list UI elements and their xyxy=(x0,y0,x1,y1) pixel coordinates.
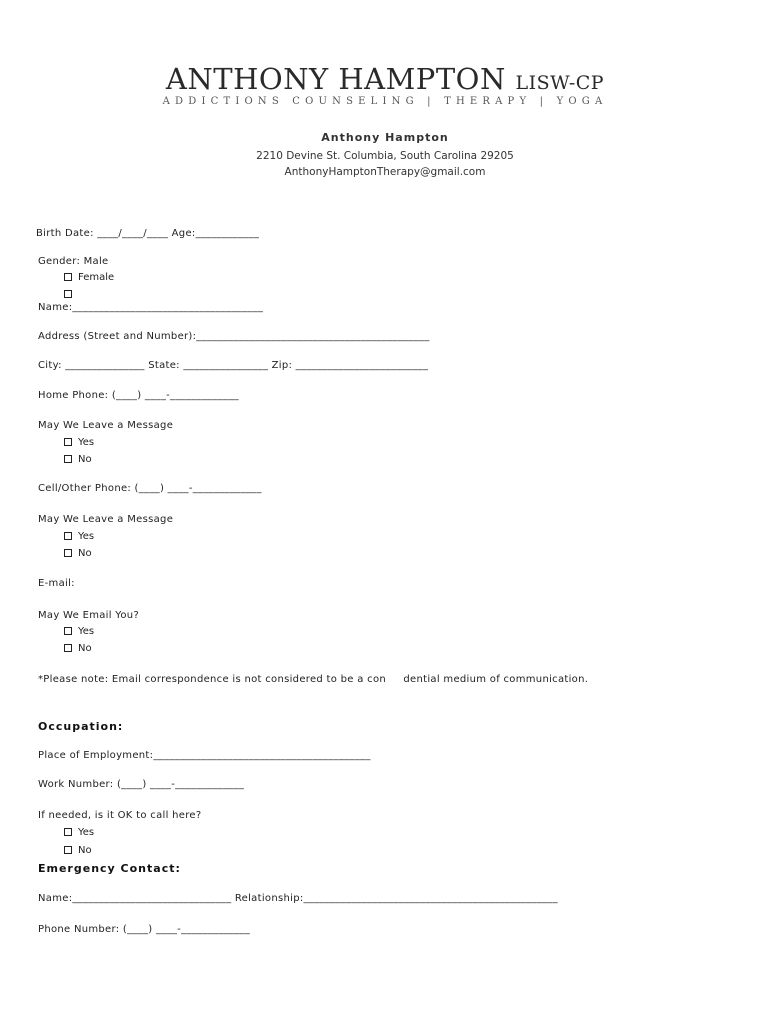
may-email-no[interactable] xyxy=(64,643,92,654)
place-of-employment-field[interactable]: Place of Employment:_________________________________________ xyxy=(38,750,371,761)
gender-label: Gender: Male xyxy=(38,256,109,267)
gender-other-option[interactable] xyxy=(64,289,78,300)
yes-checkbox[interactable] xyxy=(64,627,72,635)
name-field[interactable]: Name:____________________________________ xyxy=(38,302,264,313)
birth-date-field[interactable]: Birth Date: ____/____/____ Age:____________ xyxy=(36,228,260,239)
address-field[interactable]: Address (Street and Number):____________________________________________ xyxy=(38,331,430,342)
header-address: 2210 Devine St. Columbia, South Carolina 29205 xyxy=(256,150,514,162)
female-label: Female xyxy=(78,272,115,283)
leave-message-no-1[interactable] xyxy=(64,454,92,465)
gender-other-checkbox[interactable] xyxy=(64,290,72,298)
yes-label: Yes xyxy=(78,827,95,838)
leave-message-label-2: May We Leave a Message xyxy=(38,514,174,525)
logo-tagline: ADDICTIONS COUNSELING | THERAPY | YOGA xyxy=(162,96,608,107)
no-label: No xyxy=(78,845,92,856)
yes-label: Yes xyxy=(78,626,95,637)
leave-message-yes-2[interactable] xyxy=(64,531,94,542)
no-label: No xyxy=(78,548,92,559)
no-checkbox[interactable] xyxy=(64,455,72,463)
email-field[interactable]: E-mail: xyxy=(38,578,75,589)
no-checkbox[interactable] xyxy=(64,644,72,652)
header-email: AnthonyHamptonTherapy@gmail.com xyxy=(284,166,486,178)
logo-name: ANTHONY HAMPTON xyxy=(165,62,506,96)
ok-to-call-no[interactable] xyxy=(64,845,92,856)
no-label: No xyxy=(78,643,92,654)
emergency-contact-heading: Emergency Contact: xyxy=(38,862,181,875)
yes-checkbox[interactable] xyxy=(64,532,72,540)
leave-message-label-1: May We Leave a Message xyxy=(38,420,174,431)
no-label: No xyxy=(78,454,92,465)
yes-checkbox[interactable] xyxy=(64,828,72,836)
gender-female-option[interactable] xyxy=(64,272,114,283)
no-checkbox[interactable] xyxy=(64,846,72,854)
leave-message-yes-1[interactable] xyxy=(64,437,94,448)
work-number-field[interactable]: Work Number: (____) ____-_____________ xyxy=(38,779,245,790)
home-phone-field[interactable]: Home Phone: (____) ____-_____________ xyxy=(38,390,239,401)
email-note: *Please note: Email correspondence is not considered to be a con dential medium of communication. xyxy=(38,674,589,685)
occupation-heading: Occupation: xyxy=(38,720,124,733)
may-email-yes[interactable] xyxy=(64,626,94,637)
ok-to-call-label: If needed, is it OK to call here? xyxy=(38,810,202,821)
yes-label: Yes xyxy=(78,531,95,542)
cell-phone-field[interactable]: Cell/Other Phone: (____) ____-_____________ xyxy=(38,483,262,494)
emergency-name-relationship-field[interactable]: Name:______________________________ Relationship:________________________________________________ xyxy=(38,893,558,904)
yes-label: Yes xyxy=(78,437,95,448)
city-state-zip-field[interactable]: City: _______________ State: ________________ Zip: _________________________ xyxy=(38,360,429,371)
leave-message-no-2[interactable] xyxy=(64,548,92,559)
may-email-label: May We Email You? xyxy=(38,610,140,621)
ok-to-call-yes[interactable] xyxy=(64,827,94,838)
female-checkbox[interactable] xyxy=(64,273,72,281)
header-name: Anthony Hampton xyxy=(321,131,449,144)
logo-suffix: LISW-CP xyxy=(515,72,605,94)
emergency-phone-field[interactable]: Phone Number: (____) ____-_____________ xyxy=(38,924,250,935)
no-checkbox[interactable] xyxy=(64,549,72,557)
logo-title xyxy=(0,62,770,96)
yes-checkbox[interactable] xyxy=(64,438,72,446)
